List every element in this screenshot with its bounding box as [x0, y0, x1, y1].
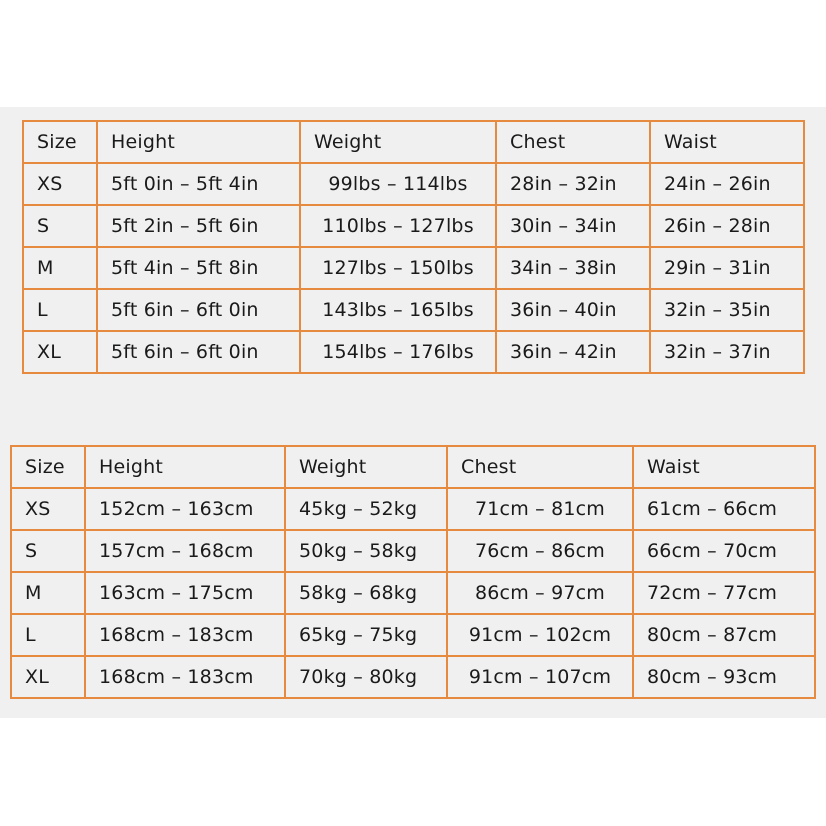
table-row: [11, 530, 815, 572]
waist-cell: 24in – 26in: [650, 163, 804, 205]
table-row: [23, 163, 804, 205]
waist-cell: 32in – 37in: [650, 331, 804, 373]
weight-cell: 99lbs – 114lbs: [300, 163, 496, 205]
height-cell: 168cm – 183cm: [85, 614, 285, 656]
height-cell: 5ft 0in – 5ft 4in: [97, 163, 300, 205]
size-cell: XS: [11, 488, 85, 530]
table-row: [23, 331, 804, 373]
metric-size-table: [10, 445, 816, 699]
table-row: [11, 572, 815, 614]
header-weight: Weight: [285, 446, 447, 488]
size-cell: M: [11, 572, 85, 614]
weight-cell: 70kg – 80kg: [285, 656, 447, 698]
size-cell: S: [11, 530, 85, 572]
height-cell: 163cm – 175cm: [85, 572, 285, 614]
header-height: Height: [85, 446, 285, 488]
header-chest: Chest: [496, 121, 650, 163]
size-cell: S: [23, 205, 97, 247]
weight-cell: 143lbs – 165lbs: [300, 289, 496, 331]
waist-cell: 80cm – 87cm: [633, 614, 815, 656]
waist-cell: 66cm – 70cm: [633, 530, 815, 572]
weight-cell: 50kg – 58kg: [285, 530, 447, 572]
waist-cell: 32in – 35in: [650, 289, 804, 331]
chest-cell: 91cm – 107cm: [447, 656, 633, 698]
weight-cell: 110lbs – 127lbs: [300, 205, 496, 247]
chest-cell: 34in – 38in: [496, 247, 650, 289]
header-chest: Chest: [447, 446, 633, 488]
size-cell: XS: [23, 163, 97, 205]
header-weight: Weight: [300, 121, 496, 163]
header-size: Size: [11, 446, 85, 488]
height-cell: 5ft 6in – 6ft 0in: [97, 331, 300, 373]
chest-cell: 28in – 32in: [496, 163, 650, 205]
weight-cell: 65kg – 75kg: [285, 614, 447, 656]
table-header-row: [11, 446, 815, 488]
size-cell: L: [11, 614, 85, 656]
size-cell: XL: [23, 331, 97, 373]
waist-cell: 26in – 28in: [650, 205, 804, 247]
height-cell: 5ft 2in – 5ft 6in: [97, 205, 300, 247]
chest-cell: 91cm – 102cm: [447, 614, 633, 656]
size-cell: M: [23, 247, 97, 289]
chest-cell: 36in – 40in: [496, 289, 650, 331]
size-cell: XL: [11, 656, 85, 698]
chest-cell: 36in – 42in: [496, 331, 650, 373]
header-waist: Waist: [633, 446, 815, 488]
header-height: Height: [97, 121, 300, 163]
table-row: [11, 614, 815, 656]
height-cell: 152cm – 163cm: [85, 488, 285, 530]
height-cell: 168cm – 183cm: [85, 656, 285, 698]
table-row: [11, 488, 815, 530]
table-row: [11, 656, 815, 698]
table-row: [23, 289, 804, 331]
waist-cell: 61cm – 66cm: [633, 488, 815, 530]
size-cell: L: [23, 289, 97, 331]
chest-cell: 71cm – 81cm: [447, 488, 633, 530]
height-cell: 5ft 4in – 5ft 8in: [97, 247, 300, 289]
weight-cell: 154lbs – 176lbs: [300, 331, 496, 373]
chest-cell: 76cm – 86cm: [447, 530, 633, 572]
waist-cell: 80cm – 93cm: [633, 656, 815, 698]
weight-cell: 45kg – 52kg: [285, 488, 447, 530]
height-cell: 157cm – 168cm: [85, 530, 285, 572]
height-cell: 5ft 6in – 6ft 0in: [97, 289, 300, 331]
weight-cell: 58kg – 68kg: [285, 572, 447, 614]
weight-cell: 127lbs – 150lbs: [300, 247, 496, 289]
chest-cell: 30in – 34in: [496, 205, 650, 247]
table-row: [23, 247, 804, 289]
imperial-size-table: [22, 120, 805, 374]
table-row: [23, 205, 804, 247]
chest-cell: 86cm – 97cm: [447, 572, 633, 614]
table-header-row: [23, 121, 804, 163]
header-waist: Waist: [650, 121, 804, 163]
waist-cell: 29in – 31in: [650, 247, 804, 289]
waist-cell: 72cm – 77cm: [633, 572, 815, 614]
header-size: Size: [23, 121, 97, 163]
